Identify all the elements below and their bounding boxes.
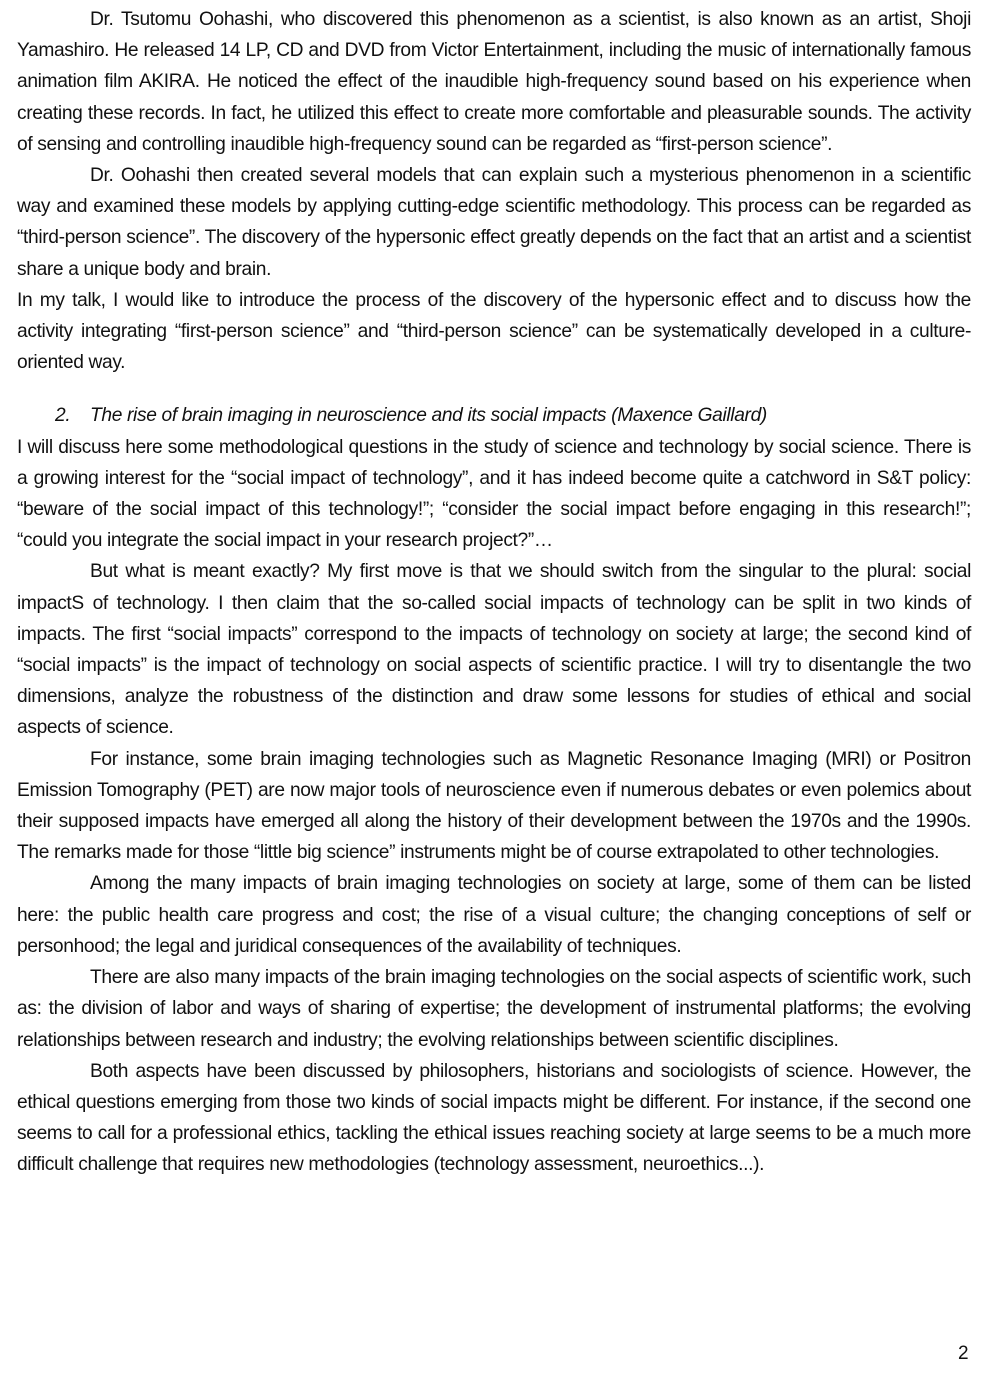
paragraph-talk-intro: In my talk, I would like to introduce the process of the discovery of the hypersonic effect and to discuss how the activity integrating “first-person science” and “third-person science” can be systematically developed in a culture-oriented way. — [17, 289, 971, 374]
paragraph-methodological-questions: I will discuss here some methodological questions in the study of science and technology by social science. There is a growing interest for the “social impact of technology”, and it has indeed become quite a catchword in S&T policy: “beware of the social impact of this technology!”; “consider the social impact before engaging in this research!”; “could you integrate the social impact in your research project?”… — [17, 436, 971, 552]
section-heading — [17, 400, 971, 431]
page-number: 2 — [958, 1343, 969, 1364]
document-page — [17, 4, 971, 1181]
paragraph-scientific-work-impacts: There are also many impacts of the brain imaging technologies on the social aspects of scientific work, such as: the division of labor and ways of sharing of expertise; the development of instrumental platforms; the evolving relationships between research and industry; the evolving relationships between scientific disciplines. — [17, 967, 971, 1051]
paragraph-mri-pet: For instance, some brain imaging technologies such as Magnetic Resonance Imaging (MRI) or Positron Emission Tomography (PET) are now major tools of neuroscience even if numerous debates or even polemics about their supposed impacts have emerged all along the history of their development between the 1970s and the 1990s. The remarks made for those “little big science” instruments might be of course extrapolated to other technologies. — [17, 748, 971, 864]
section-title: The rise of brain imaging in neuroscience and its social impacts (Maxence Gaillard) — [90, 405, 767, 427]
paragraph-meaning: But what is meant exactly? My first move is that we should switch from the singular to the plural: social impactS of technology. I then claim that the so-called social impacts of technology can be split in two kinds of impacts. The first “social impacts” correspond to the impacts of technology on society at large; the second kind of “social impacts” is the impact of technology on social aspects of scientific practice. I will try to disentangle the two dimensions, analyze the robustness of the distinction and draw some lessons for studies of ethical and social aspects of science. — [17, 561, 971, 739]
paragraph-oohashi-models: Dr. Oohashi then created several models that can explain such a mysterious phenomenon in a scientific way and examined these models by applying cutting-edge scientific methodology. This process can be regarded as “third-person science”. The discovery of the hypersonic effect greatly depends on the fact that an artist and a scientist share a unique body and brain. — [17, 165, 971, 280]
section-number: 2. — [55, 405, 71, 427]
paragraph-oohashi-artist: Dr. Tsutomu Oohashi, who discovered this phenomenon as a scientist, is also known as an artist, Shoji Yamashiro. He released 14 LP, CD and DVD from Victor Entertainment, including the music of internationally famous animation film AKIRA. He noticed the effect of the inaudible high-frequency sound based on his experience when creating these records. In fact, he utilized this effect to create more comfortable and pleasurable sounds. The activity of sensing and controlling inaudible high-frequency sound can be regarded as “first-person science”. — [17, 9, 971, 155]
paragraph-society-impacts: Among the many impacts of brain imaging technologies on society at large, some of them can be listed here: the public health care progress and cost; the rise of a visual culture; the changing conceptions of self or personhood; the legal and juridical consequences of the availability of techniques. — [17, 873, 971, 957]
paragraph-ethical-questions: Both aspects have been discussed by philosophers, historians and sociologists of science. However, the ethical questions emerging from those two kinds of social impacts might be different. For instance, if the second one seems to call for a professional ethics, tackling the ethical issues reaching society at large seems to be a much more difficult challenge that requires new methodologies (technology assessment, neuroethics...). — [17, 1060, 971, 1176]
